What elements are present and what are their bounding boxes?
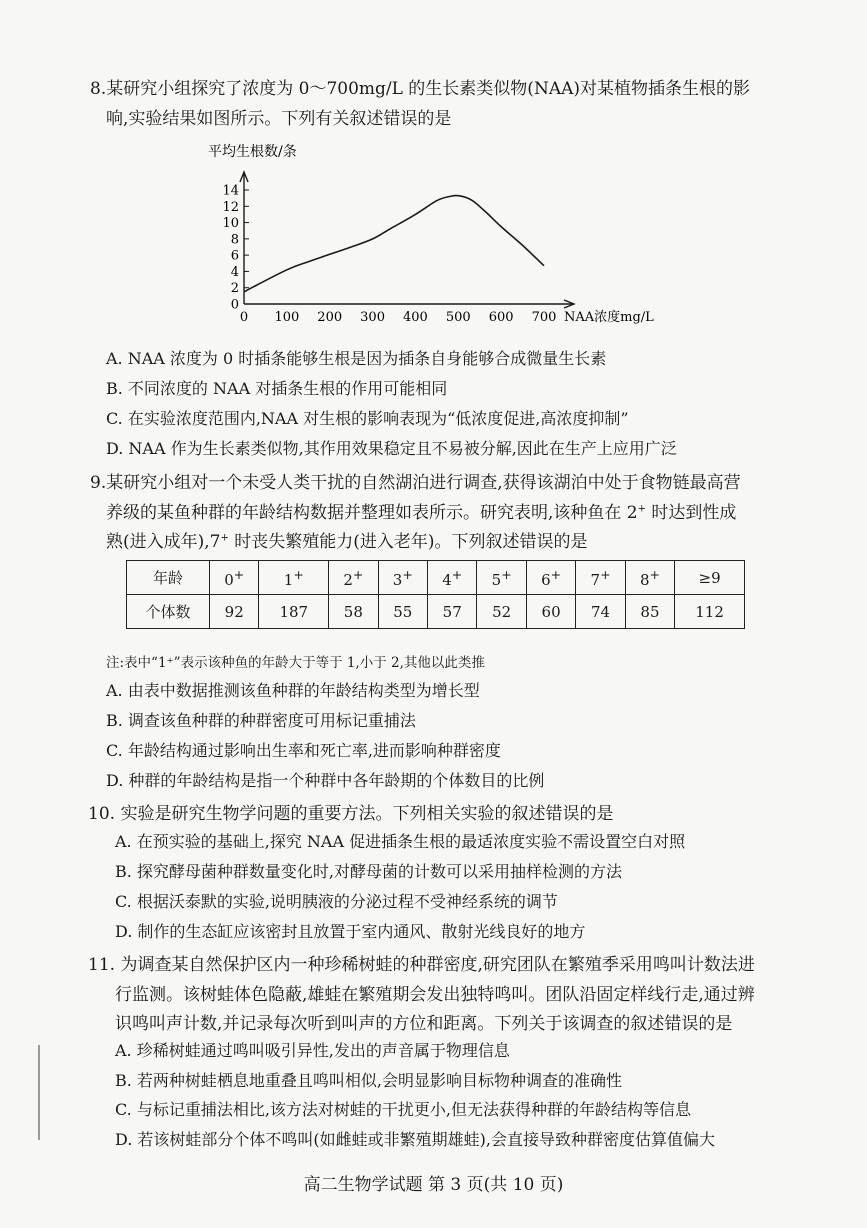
age-label: 1	[283, 570, 294, 589]
q9-stem-line3	[106, 527, 588, 552]
q11-option-b: B. 若两种树蛙栖息地重叠且鸣叫相似,会明显影响目标物种调查的准确性	[115, 1071, 623, 1090]
chart-x-tick-label: 700	[531, 310, 557, 325]
table-cell-age	[625, 561, 674, 595]
q11-option-d: D. 若该树蛙部分个体不鸣叫(如雌蛙或非繁殖期雄蛙),会直接导致种群密度估算值偏大	[115, 1130, 716, 1149]
age-plus: +	[233, 566, 245, 582]
age-label: 5	[491, 570, 502, 589]
q10-stem: 10. 实验是研究生物学问题的重要方法。下列相关实验的叙述错误的是	[88, 804, 614, 824]
q9-option-a: A. 由表中数据推测该鱼种群的年龄结构类型为增长型	[106, 681, 480, 700]
table-cell-age	[329, 561, 378, 595]
table-cell-age: ≥9	[675, 561, 745, 595]
table-cell-count: 187	[259, 595, 329, 629]
chart-x-axis-label: NAA浓度mg/L	[564, 310, 654, 325]
age-plus: +	[501, 566, 512, 582]
q10-option-a: A. 在预实验的基础上,探究 NAA 促进插条生根的最适浓度实验不需设置空白对照	[115, 832, 686, 851]
age-plus: +	[600, 566, 611, 582]
q9-stem-line3-plus: +	[220, 532, 229, 544]
chart-x-tick-label: 600	[488, 310, 514, 325]
q8-stem-line1: 8.某研究小组探究了浓度为 0～700mg/L 的生长素类似物(NAA)对某植物插条生根的影	[90, 79, 751, 99]
table-cell-age	[210, 561, 259, 595]
q8-stem-line2: 响,实验结果如图所示。下列有关叙述错误的是	[106, 109, 452, 129]
chart-y-tick-label: 6	[230, 248, 239, 264]
q10-option-b: B. 探究酵母菌种群数量变化时,对酵母菌的计数可以采用抽样检测的方法	[115, 862, 623, 881]
q9-table-note: 注:表中“1⁺”表示该种鱼的年龄大于等于 1,小于 2,其他以此类推	[106, 655, 485, 671]
chart-x-tick-label: 300	[360, 310, 385, 325]
table-cell-count: 112	[675, 595, 745, 629]
chart-y-ticks	[222, 184, 249, 313]
q9-option-c: C. 年龄结构通过影响出生率和死亡率,进而影响种群密度	[106, 741, 501, 760]
chart-x-tick-label: 500	[445, 310, 471, 325]
chart-y-tick-label: 10	[222, 216, 239, 232]
table-cell-age	[428, 561, 477, 595]
table-cell-age	[526, 561, 575, 595]
table-cell-count: 60	[526, 595, 575, 629]
q9-stem-line2-part2: 时达到性成	[646, 503, 737, 523]
q11-option-c: C. 与标记重捕法相比,该方法对树蛙的干扰更小,但无法获得种群的年龄结构等信息	[115, 1100, 692, 1119]
q8-option-b: B. 不同浓度的 NAA 对插条生根的作用可能相同	[106, 379, 448, 398]
q10-option-d: D. 制作的生态缸应该密封且放置于室内通风、散射光线良好的地方	[115, 922, 586, 941]
margin-rule	[38, 1045, 40, 1140]
q11-option-a: A. 珍稀树蛙通过鸣叫吸引异性,发出的声音属于物理信息	[115, 1041, 510, 1060]
age-plus: +	[352, 566, 364, 582]
age-plus: +	[451, 566, 463, 582]
chart-y-axis-label: 平均生根数/条	[208, 144, 297, 160]
table-cell-count: 58	[329, 595, 378, 629]
chart-x-tick-label: 0	[239, 310, 249, 325]
table-row-age	[127, 561, 745, 595]
age-label: 3	[392, 570, 403, 589]
table-cell-count: 92	[210, 595, 259, 629]
q9-stem-line2-plus: +	[637, 503, 647, 515]
table-cell-age	[259, 561, 329, 595]
table-cell-count: 52	[477, 595, 526, 629]
age-label: 6	[541, 570, 551, 589]
q9-option-d: D. 种群的年龄结构是指一个种群中各年龄期的个体数目的比例	[106, 771, 545, 790]
chart-x-tick-label: 200	[317, 310, 343, 325]
chart-y-tick-label: 4	[230, 264, 239, 280]
q8-option-c: C. 在实验浓度范围内,NAA 对生根的影响表现为“低浓度促进,高浓度抑制”	[106, 409, 629, 428]
chart-y-tick-label: 8	[230, 232, 239, 248]
table-cell-age	[477, 561, 526, 595]
q9-stem-line2	[106, 498, 736, 523]
age-label: 7	[590, 570, 601, 589]
table-cell-age	[576, 561, 625, 595]
q10-option-c: C. 根据沃泰默的实验,说明胰液的分泌过程不受神经系统的调节	[115, 892, 558, 911]
age-label: 0	[224, 570, 234, 589]
table-header-age: 年龄	[127, 561, 210, 595]
age-plus: +	[649, 566, 660, 582]
chart-y-tick-label: 0	[230, 297, 239, 313]
q9-stem-line1: 9.某研究小组对一个未受人类干扰的自然湖泊进行调查,获得该湖泊中处于食物链最高营	[90, 473, 741, 493]
q9-stem-line3-part1: 熟(进入成年),7	[106, 532, 221, 552]
q9-stem-line3-part2: 时丧失繁殖能力(进入老年)。下列叙述错误的是	[228, 532, 588, 552]
table-cell-count: 57	[428, 595, 477, 629]
chart-y-tick-label: 14	[222, 183, 239, 199]
table-cell-count: 55	[378, 595, 427, 629]
q8-option-a: A. NAA 浓度为 0 时插条能够生根是因为插条自身能够合成微量生长素	[106, 349, 607, 368]
q11-stem-line2: 行监测。该树蛙体色隐蔽,雄蛙在繁殖期会发出独特鸣叫。团队沿固定样线行走,通过辨	[115, 985, 755, 1005]
table-cell-count: 85	[625, 595, 674, 629]
age-structure-table	[126, 560, 745, 629]
chart-series-line	[244, 195, 544, 291]
chart-y-tick-label: 12	[222, 199, 239, 215]
table-cell-age	[378, 561, 427, 595]
q8-option-d: D. NAA 作为生长素类似物,其作用效果稳定且不易被分解,因此在生产上应用广泛	[106, 439, 677, 458]
age-label: 4	[442, 570, 452, 589]
chart-y-tick-label: 2	[230, 281, 239, 297]
naa-rooting-chart	[196, 136, 676, 336]
age-plus: +	[293, 566, 304, 582]
age-label: 8	[639, 570, 650, 589]
page-footer: 高二生物学试题 第 3 页(共 10 页)	[303, 1175, 564, 1195]
chart-axes	[240, 172, 574, 308]
age-label: 2	[343, 570, 353, 589]
q11-stem-line1: 11. 为调查某自然保护区内一种珍稀树蛙的种群密度,研究团队在繁殖季采用鸣叫计数法进	[88, 955, 755, 975]
q9-option-b: B. 调查该鱼种群的种群密度可用标记重捕法	[106, 711, 416, 730]
age-plus: +	[550, 566, 562, 582]
table-cell-count: 74	[576, 595, 625, 629]
chart-x-tick-label: 400	[403, 310, 428, 325]
chart-x-ticks	[240, 310, 557, 325]
q9-stem-line2-part1: 养级的某鱼种群的年龄结构数据并整理如表所示。研究表明,该种鱼在 2	[106, 503, 638, 523]
chart-x-tick-label: 100	[274, 310, 300, 325]
age-plus: +	[402, 566, 413, 582]
q11-stem-line3: 识鸣叫声计数,并记录每次听到叫声的方位和距离。下列关于该调查的叙述错误的是	[115, 1014, 733, 1034]
table-header-count: 个体数	[127, 595, 210, 629]
table-row-count	[127, 595, 745, 629]
